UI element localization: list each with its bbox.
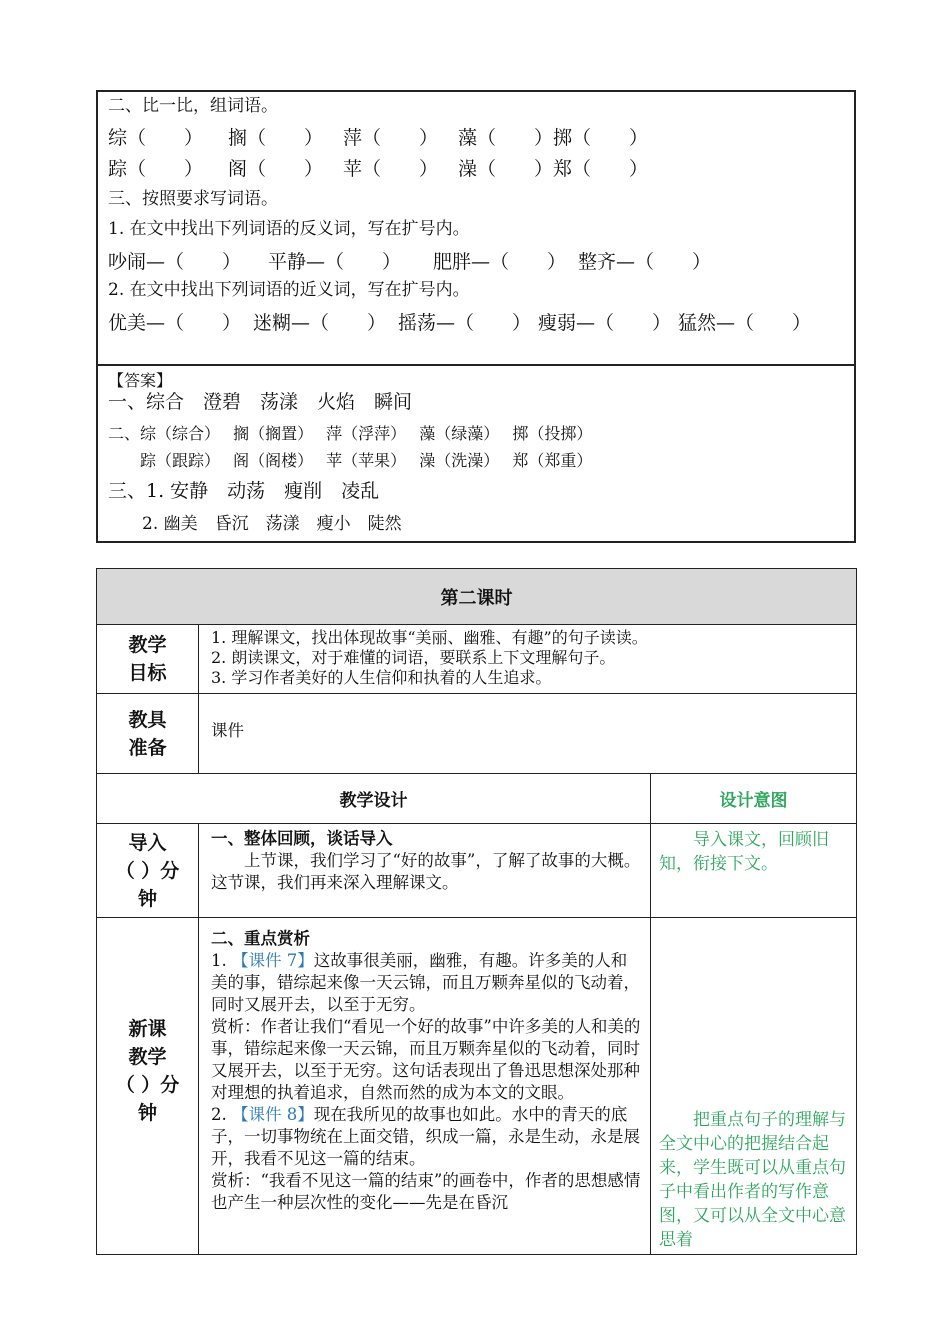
intro-intent: 导入课文，回顾旧知，衔接下文。 — [651, 824, 857, 918]
antonym-item: 吵闹—（ ） — [108, 251, 242, 273]
answer-line-5: 2. 幽美 昏沉 荡漾 瘦小 陡然 — [108, 514, 402, 534]
p1-number: 1. — [211, 951, 232, 970]
word-item: 藻（ ） — [458, 127, 554, 149]
answer-box — [96, 364, 856, 543]
word-item: 阁（ ） — [228, 158, 324, 180]
courseware-7-tag: 【课件 7】 — [232, 951, 314, 970]
new-lesson-content — [199, 918, 651, 1255]
goals-label-line: 目标 — [128, 662, 167, 684]
goal-item: 3. 学习作者美好的人生信仰和执着的人生追求。 — [211, 668, 552, 687]
tools-label-line: 准备 — [128, 736, 167, 759]
synonym-item: 迷糊—（ ） — [253, 312, 387, 334]
paragraph-2 — [211, 1104, 642, 1170]
new-label-line: 钟 — [137, 1102, 157, 1124]
word-item: 苹（ ） — [343, 158, 439, 180]
new-label-line: 教学 — [128, 1046, 167, 1068]
word-item: 掷（ ） — [553, 127, 649, 149]
tools-content: 课件 — [199, 694, 857, 774]
section2-title: 二、比一比，组词语。 — [108, 96, 278, 116]
goal-item: 1. 理解课文，找出体现故事“美丽、幽雅、有趣”的句子读读。 — [211, 628, 648, 647]
new-label-line: 新课 — [128, 1018, 167, 1040]
answer-line-4: 三、1. 安静 动荡 瘦削 凌乱 — [108, 480, 380, 502]
synonym-item: 优美—（ ） — [108, 312, 242, 334]
section3-title: 三、按照要求写词语。 — [108, 189, 278, 209]
intro-title: 一、整体回顾，谈话导入 — [211, 829, 393, 848]
new-lesson-label — [97, 918, 199, 1255]
word-item: 郑（ ） — [553, 158, 649, 180]
intro-label-line: 钟 — [137, 887, 157, 910]
lesson-title: 第二课时 — [97, 569, 857, 625]
new-lesson-intent: 把重点句子的理解与全文中心的把握结合起来，学生既可以从重点句子中看出作者的写作意图，又可以从全文中心意思着 — [651, 918, 857, 1255]
p1-analysis: 赏析：作者让我们“看见一个好的故事”中许多美的人和美的事，错综起来像一天云锦，而且万颗奔星似的飞动着，同时又展开去，以至于无穷。这句话表现出了鲁迅思想深处那种对理想的执着追求，自然而然的成为本文的文眼。 — [211, 1017, 641, 1102]
intro-label — [97, 824, 199, 918]
word-item: 萍（ ） — [343, 127, 439, 149]
paragraph-1 — [211, 950, 642, 1016]
question-1: 1. 在文中找出下列词语的反义词，写在扩号内。 — [108, 219, 470, 239]
word-item: 综（ ） — [108, 127, 204, 149]
courseware-8-tag: 【课件 8】 — [232, 1105, 314, 1124]
new-lesson-title: 二、重点赏析 — [211, 929, 310, 948]
goals-content — [199, 625, 857, 694]
exercise-box — [96, 90, 856, 366]
lesson-table — [96, 568, 857, 1255]
antonym-item: 平静—（ ） — [268, 251, 402, 273]
new-label-line: （ ）分 — [115, 1074, 180, 1096]
synonym-item: 猛然—（ ） — [678, 312, 812, 334]
p2-text: 现在我所见的故事也如此。水中的青天的底子，一切事物统在上面交错，织成一篇，永是生动，永是展开，我看不见这一篇的结束。 — [211, 1105, 640, 1168]
answer-title: 【答案】 — [108, 371, 173, 390]
answer-line-2: 二、综（综合） 搁（搁置） 萍（浮萍） 藻（绿藻） 掷（投掷） — [108, 424, 593, 443]
p2-number: 2. — [211, 1105, 232, 1124]
question-2: 2. 在文中找出下列词语的近义词，写在扩号内。 — [108, 280, 470, 300]
answer-line-3: 踪（跟踪） 阁（阁楼） 苹（苹果） 澡（洗澡） 郑（郑重） — [108, 451, 593, 470]
antonym-item: 整齐—（ ） — [578, 251, 712, 273]
tools-label — [97, 694, 199, 774]
word-item: 踪（ ） — [108, 158, 204, 180]
p2-analysis: 赏析：“我看不见这一篇的结束”的画卷中，作者的思想感情也产生一种层次性的变化——先是在昏沉 — [211, 1171, 641, 1212]
antonym-item: 肥胖—（ ） — [433, 251, 567, 273]
p1-text: 这故事很美丽，幽雅，有趣。许多美的人和美的事，错综起来像一天云锦，而且万颗奔星似的飞动着，同时又展开去，以至于无穷。 — [211, 951, 640, 1014]
synonym-item: 摇荡—（ ） — [398, 312, 532, 334]
intro-content — [199, 824, 651, 918]
intent-header: 设计意图 — [651, 774, 857, 824]
goals-label — [97, 625, 199, 694]
goals-label-line: 教学 — [128, 634, 167, 656]
word-item: 搁（ ） — [228, 127, 324, 149]
word-item: 澡（ ） — [458, 158, 554, 180]
answer-line-1: 一、综合 澄碧 荡漾 火焰 瞬间 — [108, 391, 413, 413]
synonym-item: 瘦弱—（ ） — [538, 312, 672, 334]
goal-item: 2. 朗读课文，对于难懂的词语，要联系上下文理解句子。 — [211, 648, 616, 667]
tools-label-line: 教具 — [128, 708, 167, 731]
intro-text: 上节课，我们学习了“好的故事”，了解了故事的大概。这节课，我们再来深入理解课文。 — [211, 851, 641, 892]
intro-label-line: 导入 — [128, 831, 167, 854]
design-header: 教学设计 — [97, 774, 651, 824]
intro-label-line: （ ）分 — [115, 859, 180, 882]
